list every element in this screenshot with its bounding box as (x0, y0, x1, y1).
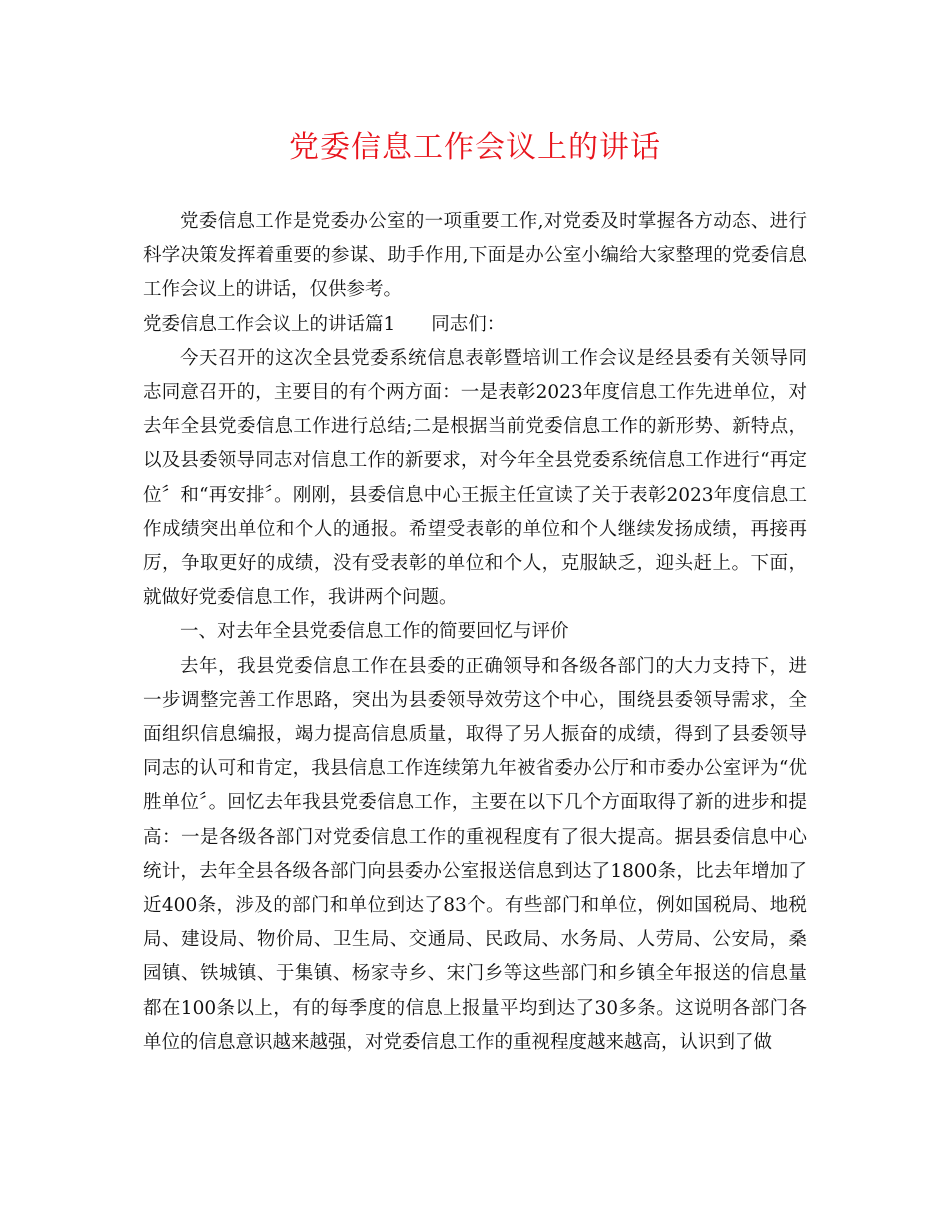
page-title: 党委信息工作会议上的讲话 (289, 130, 661, 165)
intro-paragraph: 党委信息工作是党委办公室的一项重要工作,对党委及时掌握各方动态、进行科学决策发挥着重要的参谋、助手作用,下面是办公室小编给大家整理的党委信息工作会议上的讲话，仅供参考。 (143, 211, 807, 301)
paragraph-1: 今天召开的这次全县党委系统信息表彰暨培训工作会议是经县委有关领导同志同意召开的，主要目的有个两方面：一是表彰2023年度信息工作先进单位，对去年全县党委信息工作进行总结;二是根据当前党委信息工作的新形势、新特点，以及县委领导同志对信息工作的新要求，对今年全县党委系统信息工作进行“再定位〞和“再安排〞。刚刚，县委信息中心王振主任宣读了关于表彰2023年度信息工作成绩突出单位和个人的通报。希望受表彰的单位和个人继续发扬成绩，再接再厉，争取更好的成绩，没有受表彰的单位和个人，克服缺乏，迎头赶上。下面，就做好党委信息工作，我讲两个问题。 (143, 347, 807, 609)
document-body (143, 205, 807, 1060)
paragraph-2: 去年，我县党委信息工作在县委的正确领导和各级各部门的大力支持下，进一步调整完善工作思路，突出为县委领导效劳这个中心，围绕县委领导需求，全面组织信息编报，竭力提高信息质量，取得了另人振奋的成绩，得到了县委领导同志的认可和肯定，我县信息工作连续第九年被省委办公厅和市委办公室评为“优胜单位〞。回忆去年我县党委信息工作，主要在以下几个方面取得了新的进步和提高：一是各级各部门对党委信息工作的重视程度有了很大提高。据县委信息中心统计，去年全县各级各部门向县委办公室报送信息到达了1800条，比去年增加了近400条，涉及的部门和单位到达了83个。有些部门和单位，例如国税局、地税局、建设局、物价局、卫生局、交通局、民政局、水务局、人劳局、公安局，桑园镇、铁城镇、于集镇、杨家寺乡、宋门乡等这些部门和乡镇全年报送的信息量都在100条以上，有的每季度的信息上报量平均到达了30多条。这说明各部门各单位的信息意识越来越强，对党委信息工作的重视程度越来越高，认识到了做 (143, 655, 807, 1053)
article-heading: 党委信息工作会议上的讲话篇1 (143, 313, 396, 335)
section-heading-1: 一、对去年全县党委信息工作的简要回忆与评价 (180, 621, 569, 643)
salutation: 同志们： (431, 313, 506, 335)
article-heading-line (143, 308, 807, 342)
